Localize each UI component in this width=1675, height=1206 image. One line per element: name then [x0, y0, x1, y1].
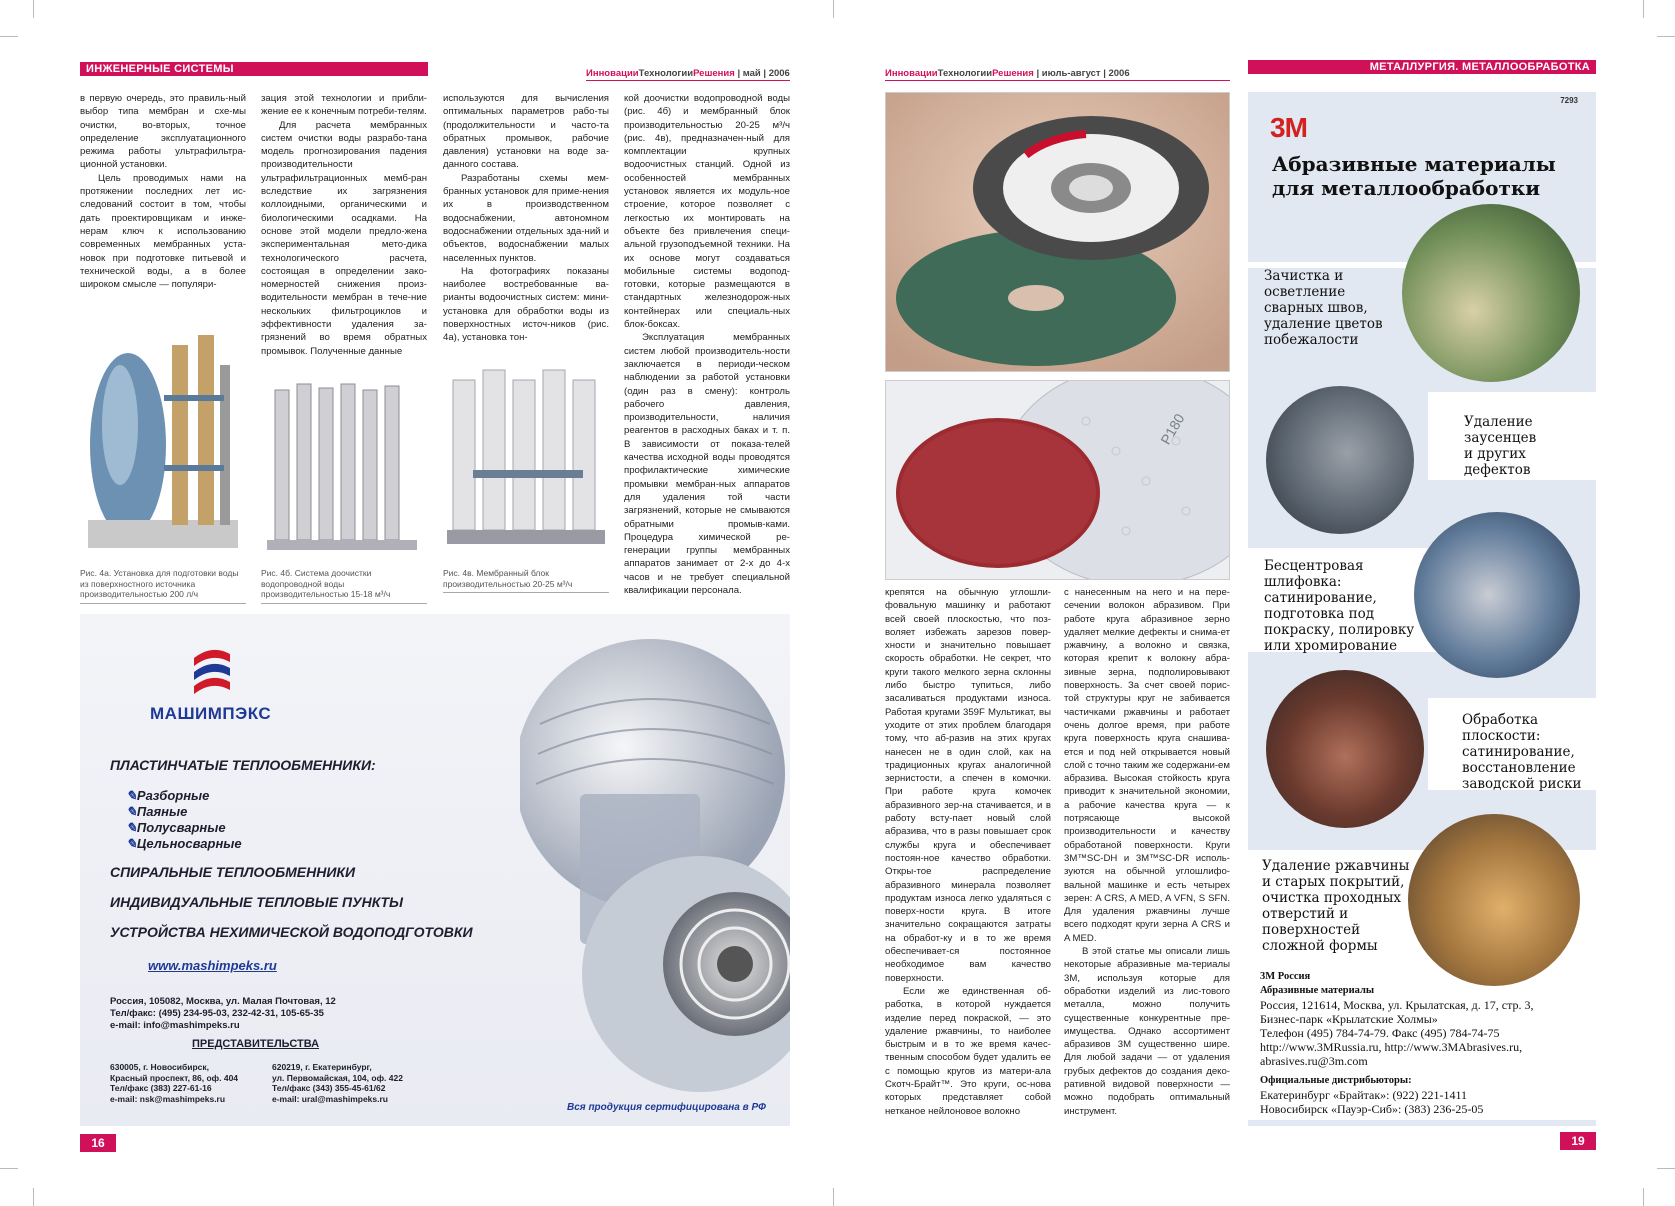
ad-item — [126, 788, 209, 804]
photo-grinding-wheels — [885, 92, 1230, 372]
contact-dept: Абразивные материалы — [1260, 985, 1375, 996]
ad-heading-points: ИНДИВИДУАЛЬНЫЕ ТЕПЛОВЫЕ ПУНКТЫ — [110, 894, 404, 910]
feat-line: и других — [1464, 446, 1526, 462]
title-line: для металлообработки — [1272, 176, 1541, 200]
photo-circle-deburring — [1266, 386, 1414, 534]
feat-line: и старых покрытий, — [1262, 874, 1405, 890]
paragraph: зация этой технологии и прибли-жение ее к конечным потреби-телям. — [261, 93, 427, 118]
contact-web[interactable]: http://www.3MRussia.ru, http://www.3MAbrasives.ru, — [1260, 1040, 1523, 1054]
dist-line: Екатеринбург «Брайтак»: (922) 221-1411 — [1260, 1088, 1468, 1102]
dist-title: Официальные дистрибьюторы: — [1260, 1075, 1412, 1086]
photo-4a — [80, 305, 246, 563]
ad-rep-ekaterinburg — [272, 1062, 403, 1104]
paragraph: крепятся на обычную углошли-фовальную машинку и работают всей своей плоскостью, что поз-воляет избежать зарезов повер-хности и значительно повышает скорость обработки. Не секрет, что круги такого мелкого зерна склонны либо быстро тупиться, либо засаливаться продуктами износа. Работая кругами 359F Мультикат, вы уходите от этих проблем благодаря тому, что аб-разив на этих кругах нанесен не в один слой, как на традиционных кругах аналогичной зернистости, а спечен в комочки. При работе круга комочек абразивного зер-на стачивается, и в работу всту-пает новый слой абразива, что в разы повышает срок службы круга и обеспечивает постоян-ное качество обработки. Откры-тое распределение абразивного минерала позволяет продуктам износа легко удаляться с поверх-ности круга. В итоге значительно сокращаются затраты на обработ-ку и в то же время обеспечивает-ся постоянное необходимое вам качество поверхности. — [885, 587, 1051, 984]
crop-mark — [33, 0, 34, 18]
rep-line: e-mail: nsk@mashimpeks.ru — [110, 1093, 226, 1104]
crop-mark — [833, 1188, 834, 1206]
photo-circle-welding — [1402, 204, 1580, 382]
header-rule — [586, 80, 790, 81]
header-rule — [885, 80, 1230, 81]
ad-item — [126, 820, 226, 836]
right-col-1 — [885, 586, 1051, 1118]
title-line: Абразивные материалы — [1272, 152, 1556, 176]
mashimpeks-logo-icon — [190, 644, 234, 696]
crop-mark — [833, 0, 834, 18]
issue-date: | май | 2006 — [737, 68, 790, 79]
paragraph: Цель проводимых нами на протяжении последних лет ис-следований состоит в том, чтобы дать проектировщикам и инже-нерам ключ к использованию современных мембранных уста-новок при подготовке питьевой и технической воды, а в более широком смысле — популяри- — [80, 172, 246, 291]
ad-item — [126, 804, 187, 820]
address-line: Тел/факс: (495) 234-95-03, 232-42-31, 105-65-35 — [110, 1008, 324, 1019]
feature-rust — [1262, 858, 1409, 954]
left-col-3 — [443, 92, 609, 345]
crop-mark — [1643, 1188, 1644, 1206]
feature-centerless — [1264, 558, 1414, 654]
magazine-header-right — [885, 68, 1130, 79]
ad-title — [1272, 152, 1556, 200]
ad-heading-water: УСТРОЙСТВА НЕХИМИЧЕСКОЙ ВОДОПОДГОТОВКИ — [110, 924, 473, 940]
left-col-2 — [261, 92, 427, 358]
rep-line: e-mail: ural@mashimpeks.ru — [272, 1093, 388, 1104]
photo-circle-rust — [1408, 814, 1580, 986]
mag-part: Решения — [693, 68, 735, 79]
feat-line: дефектов — [1464, 462, 1531, 478]
paragraph: Разработаны схемы мем-бранных установок для приме-нения их в производственном водоснабжении, автономном водоснабжении отдельных зда-ний и объектов, водоснабжении малых населенных пунктов. — [443, 172, 609, 264]
paragraph: В этой статье мы описали лишь некоторые абразивные ма-териалы 3M, используя которые для обработки изделий из лис-тового металла, можно получить существенные конкурентные пре-имущества. Однако ассортимент абразивов 3M существенно шире. Для любой задачи — от удаления грубых дефектов до создания деко-ративной видовой поверхности — можно подобрать оптимальный инструмент. — [1064, 946, 1230, 1117]
ad-item-text: Цельносварные — [136, 836, 242, 851]
mag-part: Технологии — [638, 68, 694, 79]
feat-line: Удаление — [1464, 414, 1533, 430]
pencil-icon: ✎ — [126, 788, 137, 803]
page-number-right: 19 — [1560, 1132, 1596, 1150]
ad-heading-spiral: СПИРАЛЬНЫЕ ТЕПЛООБМЕННИКИ — [110, 864, 356, 880]
feat-line: осветление — [1264, 284, 1346, 300]
rep-line: Тел/факс (383) 227-61-16 — [110, 1083, 212, 1093]
ad-address — [110, 996, 430, 1032]
paragraph: используются для вычисления оптимальных параметров рабо-ты (продолжительности и часто-та обратных промывок, рабочие давления) установки на воде за-данного состава. — [443, 93, 609, 171]
page-number-left: 16 — [80, 1134, 116, 1152]
feat-line: удаление цветов — [1264, 316, 1383, 332]
magazine-header — [586, 68, 790, 79]
feat-line: сатинирование, — [1462, 744, 1575, 760]
photo-4v — [443, 360, 609, 563]
dist-line: Новосибирск «Пауэр-Сиб»: (383) 236-25-05 — [1260, 1102, 1484, 1116]
feat-line: восстановление — [1462, 760, 1576, 776]
mag-part: Решения — [992, 68, 1034, 79]
rep-line: 620219, г. Екатеринбург, — [272, 1062, 372, 1072]
feat-line: заводской риски — [1462, 776, 1582, 792]
feat-line: отверстий и — [1262, 906, 1349, 922]
3m-contacts — [1260, 970, 1590, 1116]
section-header-right: МЕТАЛЛУРГИЯ. МЕТАЛЛООБРАБОТКА — [1248, 60, 1596, 74]
contact-line: Россия, 121614, Москва, ул. Крылатская, д. 17, стр. 3, — [1260, 998, 1534, 1012]
caption-4a: Рис. 4а. Установка для подготовки воды из поверхностного источника производительностью 200 л/ч — [80, 568, 246, 604]
crop-mark — [1657, 1168, 1675, 1169]
pencil-icon: ✎ — [126, 820, 137, 835]
3m-ad — [1248, 92, 1596, 1126]
feat-line: Зачистка и — [1264, 268, 1344, 284]
pencil-icon: ✎ — [126, 804, 137, 819]
feat-line: сварных швов, — [1264, 300, 1368, 316]
feat-line: подготовка под — [1264, 606, 1375, 622]
paragraph: Эксплуатация мембранных систем любой производитель-ности заключается в периоди-ческом наблюдении за работой установки (один раз в смену): контроль рабочего давления, производительности, наличия реагентов в расходных баках и т. п. В зависимости от показа-телей качества исходной воды проводятся профилактические химические промывки мембран-ных аппаратов для удаления той части загрязнений, которые не смываются обратными промыв-ками. Процедура химической ре-генерации группы мембранных аппаратов занимает от 2-х до 4-х часов и не требует специальной квалификации персонала. — [624, 332, 790, 596]
issue-date: | июль-август | 2006 — [1036, 68, 1130, 79]
left-col-4 — [624, 92, 790, 597]
paragraph: с нанесенным на него и на пере-сечении волокон абразивом. При работе круга абразивное зерно удаляет мелкие дефекты и снима-ет ржавчину, а волокно и связка, которая крепит к волокну абра-зивные зерна, подполировывают поверхность. За счет своей порис-той структуры круг не забивается частичками ржавчины и работает очень долгое время, при работе круга поверхность круга снашива-ется и под ней открывается новый слой с точно таким же содержани-ем абразива. Высокая стойкость круга приводит к значительной экономии, а рабочие качества круга — к потрясающе высокой производительности и качеству обработаной поверхности. Круги 3M™SC-DH и 3M™SC-DR исполь-зуются на обычной углошлифо-вальной машинке и есть четырех зерен: A CRS, A MED, A VFN, S SFN. Для удаления ржавчины лучше всего подходят круги зерна A CRS и A MED. — [1064, 587, 1230, 944]
ad-reps-title: ПРЕДСТАВИТЕЛЬСТВА — [192, 1038, 320, 1050]
feat-line: или хромирование — [1264, 638, 1398, 654]
feat-line: заусенцев — [1464, 430, 1537, 446]
feat-line: сатинирование, — [1264, 590, 1377, 606]
ad-item — [126, 836, 242, 852]
crop-mark — [0, 36, 18, 37]
feature-welds — [1264, 268, 1383, 348]
feat-line: шлифовка: — [1264, 574, 1342, 590]
feat-line: побежалости — [1264, 332, 1359, 348]
photo-4b — [261, 370, 427, 563]
contact-line: Телефон (495) 784-74-79. Факс (495) 784-74-75 — [1260, 1026, 1500, 1040]
heat-exchanger-illustration — [520, 634, 790, 1104]
contact-company: 3M Россия — [1260, 971, 1311, 982]
ad-website-link[interactable]: www.mashimpeks.ru — [148, 958, 277, 973]
ad-code: 7293 — [1560, 96, 1578, 105]
rep-line: Красный проспект, 86, оф. 404 — [110, 1072, 239, 1083]
feat-line: Обработка — [1462, 712, 1539, 728]
paragraph: На фотографиях показаны наиболее востребованные ва-рианты водоочистных систем: мини-установка для обработки воды из поверхностных источ-ников (рис. 4а), установка тон- — [443, 265, 609, 344]
caption-4b: Рис. 4б. Система доочистки водопроводной воды производительностью 15-18 м³/ч — [261, 568, 427, 604]
feature-deburring — [1464, 414, 1536, 478]
paragraph: Для расчета мембранных систем очистки воды разрабо-тана модель прогнозирования падения производительности ультрафильтрационных мемб-ран вследствие их загрязнения коллоидными, органическими и биологическими осадками. На основе этой модели предло-жена экспериментальная мето-дика технологического расчета, состоящая в определении зако-номерностей снижения произ-водительности мембран в тече-ние нескольких фильтроциклов и эффективности удаления за-грязнений во время обратных промывок. Полученные данные — [261, 119, 427, 357]
3m-logo: 3M — [1270, 112, 1307, 143]
crop-mark — [1657, 36, 1675, 37]
feat-line: плоскости: — [1462, 728, 1541, 744]
crop-mark — [0, 1168, 18, 1169]
right-col-2 — [1064, 586, 1230, 1118]
mag-part: Технологии — [937, 68, 993, 79]
paragraph: Если же единственная об-работка, в которой нуждается изделие перед покраской, — это удаление ржавчины, то наиболее быстрым и в то же время качес-твенным способом будет удалить ее с помощью кругов из матери-ала Скотч-Брайт™. Это круги, ос-нова которых представляет собой нетканое нейлоновое волокно — [885, 985, 1051, 1117]
crop-mark — [33, 1188, 34, 1206]
mag-part: Инновации — [885, 68, 938, 79]
feature-flat — [1462, 712, 1582, 792]
feat-line: поверхностей — [1262, 922, 1361, 938]
mashimpeks-ad — [80, 614, 790, 1126]
disc-label: P180 — [1157, 410, 1188, 448]
ad-certified: Вся продукция сертифицирована в РФ — [567, 1102, 766, 1113]
address-line: Россия, 105082, Москва, ул. Малая Почтовая, 12 — [110, 996, 336, 1007]
ad-heading-plate: ПЛАСТИНЧАТЫЕ ТЕПЛООБМЕННИКИ: — [110, 757, 376, 773]
rep-line: Тел/факс (343) 355-45-61/62 — [272, 1083, 386, 1093]
address-line: e-mail: info@mashimpeks.ru — [110, 1020, 240, 1031]
photo-abrasive-discs — [885, 380, 1230, 580]
paragraph: кой доочистки водопроводной воды (рис. 4б) и мембранный блок производительностью 20-25 м³/ч (рис. 4в), предназначен-ный для комплектации крупных водоочистных станций. Одной из особенностей мембранных установок является их модуль-ное строение, которое позволяет с легкостью их монтировать на объекте без привлечения специ-альной грузоподъемной техники. На их основе могут создаваться мобильные системы водопод-готовки, которые размещаются в стандартных железнодорож-ных контейнерах или специаль-ных блок-боксах. — [624, 93, 790, 331]
rep-line: 630005, г. Новосибирск, — [110, 1062, 209, 1072]
ad-item-text: Разборные — [136, 788, 210, 803]
section-header: ИНЖЕНЕРНЫЕ СИСТЕМЫ — [80, 62, 428, 76]
feat-line: Бесцентровая — [1264, 558, 1364, 574]
ad-item-text: Полусварные — [136, 820, 226, 835]
feat-line: Удаление ржавчины — [1262, 858, 1410, 874]
photo-circle-centerless — [1414, 512, 1580, 678]
crop-mark — [1643, 0, 1644, 18]
left-col-1 — [80, 92, 246, 291]
ad-rep-novosibirsk — [110, 1062, 238, 1104]
photo-circle-flat — [1266, 670, 1424, 828]
contact-email[interactable]: abrasives.ru@3m.com — [1260, 1054, 1368, 1068]
feat-line: сложной формы — [1262, 938, 1378, 954]
rep-line: ул. Первомайская, 104, оф. 422 — [272, 1072, 403, 1083]
mag-part: Инновации — [586, 68, 639, 79]
caption-4v: Рис. 4в. Мембранный блок производительностью 20-25 м³/ч — [443, 568, 609, 593]
ad-item-text: Паяные — [136, 804, 188, 819]
feat-line: покраску, полировку — [1264, 622, 1415, 638]
contact-line: Бизнес-парк «Крылатские Холмы» — [1260, 1012, 1438, 1026]
pencil-icon: ✎ — [126, 836, 137, 851]
paragraph: в первую очередь, это правиль-ный выбор типа мембран и схе-мы очистки, во-вторых, точное определение эксплуатационного режима работы ультрафильтра-ционной установки. — [80, 93, 246, 171]
mashimpeks-brand: МАШИМПЭКС — [150, 704, 272, 723]
feat-line: очистка проходных — [1262, 890, 1402, 906]
